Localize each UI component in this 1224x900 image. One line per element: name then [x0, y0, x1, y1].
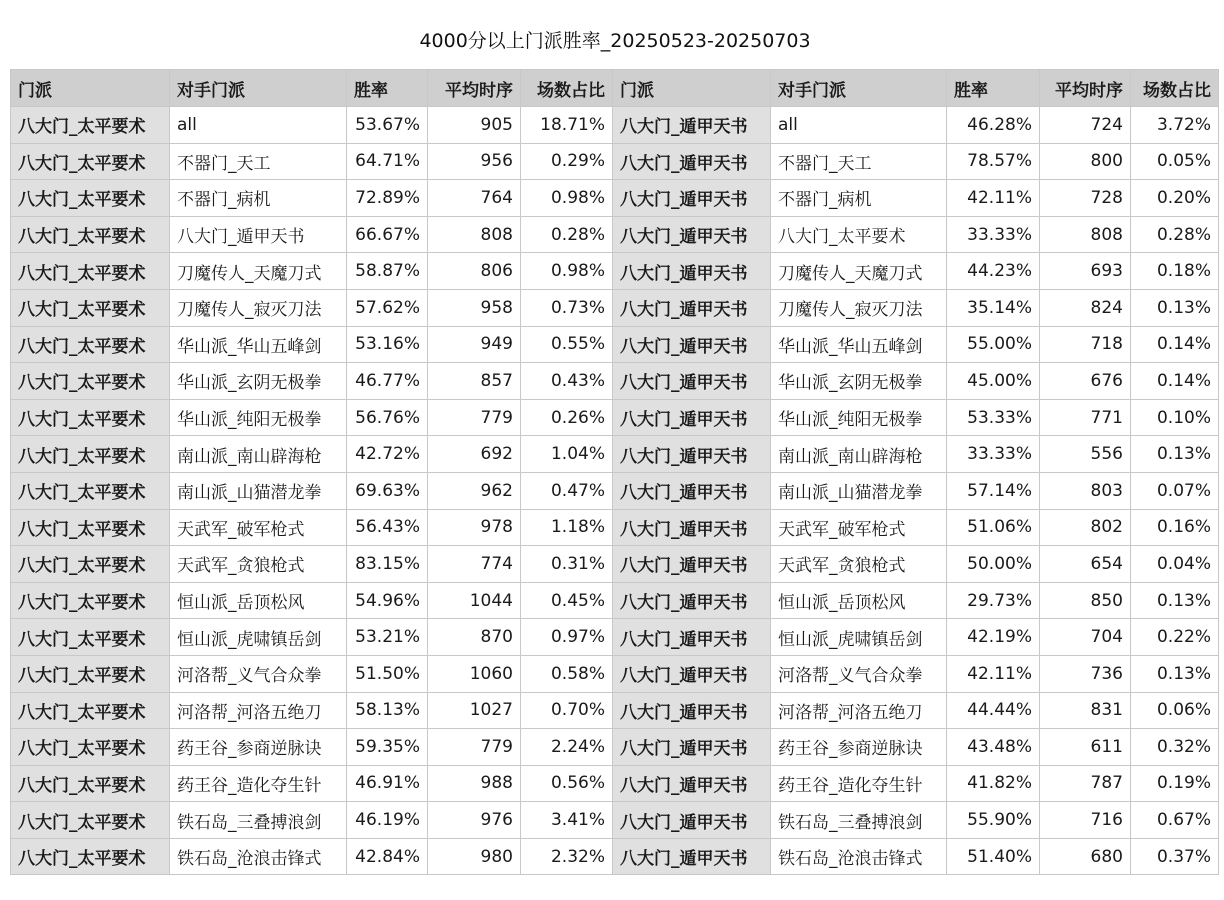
header-school[interactable]: 门派: [11, 70, 170, 107]
avg-time-cell-right[interactable]: 787: [1040, 765, 1131, 802]
opponent-cell[interactable]: all: [170, 107, 347, 144]
win-rate-cell-right[interactable]: 43.48%: [947, 729, 1040, 766]
header-win-rate-right[interactable]: 胜率: [947, 70, 1040, 107]
school-cell[interactable]: 八大门_太平要术: [11, 253, 170, 290]
table-row: [11, 107, 1219, 144]
header-match-share-right[interactable]: 场数占比: [1131, 70, 1219, 107]
win-rate-cell[interactable]: 69.63%: [347, 472, 428, 509]
school-cell-right[interactable]: 八大门_遁甲天书: [613, 107, 771, 144]
school-cell[interactable]: 八大门_太平要术: [11, 619, 170, 656]
win-rate-cell[interactable]: 53.67%: [347, 107, 428, 144]
match-share-cell-right[interactable]: 0.07%: [1131, 472, 1219, 509]
match-share-cell-right[interactable]: 0.13%: [1131, 582, 1219, 619]
school-cell-right[interactable]: 八大门_遁甲天书: [613, 729, 771, 766]
avg-time-cell[interactable]: 1044: [428, 582, 521, 619]
win-rate-cell[interactable]: 59.35%: [347, 729, 428, 766]
header-opponent[interactable]: 对手门派: [170, 70, 347, 107]
opponent-cell[interactable]: 天武军_贪狼枪式: [170, 546, 347, 583]
win-rate-cell[interactable]: 56.43%: [347, 509, 428, 546]
avg-time-cell-right[interactable]: 771: [1040, 399, 1131, 436]
opponent-cell-right[interactable]: 天武军_贪狼枪式: [771, 546, 947, 583]
avg-time-cell-right[interactable]: 556: [1040, 436, 1131, 473]
opponent-cell[interactable]: 不器门_天工: [170, 143, 347, 180]
match-share-cell-right[interactable]: 0.18%: [1131, 253, 1219, 290]
match-share-cell-right[interactable]: 0.22%: [1131, 619, 1219, 656]
avg-time-cell[interactable]: 779: [428, 729, 521, 766]
avg-time-cell-right[interactable]: 802: [1040, 509, 1131, 546]
win-rate-cell-right[interactable]: 53.33%: [947, 399, 1040, 436]
opponent-cell-right[interactable]: 药王谷_参商逆脉诀: [771, 729, 947, 766]
win-rate-cell[interactable]: 42.84%: [347, 838, 428, 875]
match-share-cell-right[interactable]: 0.67%: [1131, 802, 1219, 839]
avg-time-cell-right[interactable]: 716: [1040, 802, 1131, 839]
avg-time-cell-right[interactable]: 728: [1040, 180, 1131, 217]
avg-time-cell[interactable]: 1060: [428, 655, 521, 692]
opponent-cell-right[interactable]: 不器门_天工: [771, 143, 947, 180]
school-cell[interactable]: 八大门_太平要术: [11, 509, 170, 546]
table-row: [11, 765, 1219, 802]
win-rate-cell[interactable]: 58.13%: [347, 692, 428, 729]
match-share-cell-right[interactable]: 0.16%: [1131, 509, 1219, 546]
school-cell-right[interactable]: 八大门_遁甲天书: [613, 436, 771, 473]
win-rate-cell-right[interactable]: 78.57%: [947, 143, 1040, 180]
avg-time-cell[interactable]: 779: [428, 399, 521, 436]
table-row: [11, 472, 1219, 509]
avg-time-cell[interactable]: 692: [428, 436, 521, 473]
win-rate-cell[interactable]: 56.76%: [347, 399, 428, 436]
opponent-cell[interactable]: 铁石岛_沧浪击锋式: [170, 838, 347, 875]
opponent-cell-right[interactable]: 华山派_纯阳无极拳: [771, 399, 947, 436]
win-rate-cell-right[interactable]: 41.82%: [947, 765, 1040, 802]
win-rate-cell-right[interactable]: 33.33%: [947, 436, 1040, 473]
win-rate-cell-right[interactable]: 57.14%: [947, 472, 1040, 509]
school-cell[interactable]: 八大门_太平要术: [11, 582, 170, 619]
match-share-cell-right[interactable]: 0.05%: [1131, 143, 1219, 180]
school-cell-right[interactable]: 八大门_遁甲天书: [613, 143, 771, 180]
school-cell[interactable]: 八大门_太平要术: [11, 802, 170, 839]
win-rate-cell[interactable]: 64.71%: [347, 143, 428, 180]
opponent-cell-right[interactable]: 刀魔传人_寂灭刀法: [771, 289, 947, 326]
match-share-cell[interactable]: 2.32%: [521, 838, 613, 875]
match-share-cell[interactable]: 3.41%: [521, 802, 613, 839]
win-rate-cell[interactable]: 57.62%: [347, 289, 428, 326]
school-cell[interactable]: 八大门_太平要术: [11, 655, 170, 692]
header-avg-time-right[interactable]: 平均时序: [1040, 70, 1131, 107]
match-share-cell[interactable]: 0.43%: [521, 363, 613, 400]
opponent-cell-right[interactable]: 铁石岛_三叠搏浪剑: [771, 802, 947, 839]
table-row: [11, 509, 1219, 546]
school-cell-right[interactable]: 八大门_遁甲天书: [613, 253, 771, 290]
opponent-cell-right[interactable]: all: [771, 107, 947, 144]
win-rate-cell[interactable]: 72.89%: [347, 180, 428, 217]
avg-time-cell-right[interactable]: 724: [1040, 107, 1131, 144]
match-share-cell[interactable]: 0.73%: [521, 289, 613, 326]
win-rate-cell-right[interactable]: 42.19%: [947, 619, 1040, 656]
win-rate-cell-right[interactable]: 55.00%: [947, 326, 1040, 363]
school-cell[interactable]: 八大门_太平要术: [11, 143, 170, 180]
table-row: [11, 838, 1219, 875]
opponent-cell[interactable]: 河洛帮_河洛五绝刀: [170, 692, 347, 729]
match-share-cell-right[interactable]: 0.20%: [1131, 180, 1219, 217]
table-row: [11, 692, 1219, 729]
avg-time-cell-right[interactable]: 611: [1040, 729, 1131, 766]
school-cell-right[interactable]: 八大门_遁甲天书: [613, 180, 771, 217]
opponent-cell-right[interactable]: 药王谷_造化夺生针: [771, 765, 947, 802]
opponent-cell[interactable]: 铁石岛_三叠搏浪剑: [170, 802, 347, 839]
win-rate-cell-right[interactable]: 44.23%: [947, 253, 1040, 290]
win-rate-cell-right[interactable]: 50.00%: [947, 546, 1040, 583]
school-cell[interactable]: 八大门_太平要术: [11, 216, 170, 253]
opponent-cell[interactable]: 刀魔传人_寂灭刀法: [170, 289, 347, 326]
school-cell[interactable]: 八大门_太平要术: [11, 692, 170, 729]
win-rate-cell[interactable]: 58.87%: [347, 253, 428, 290]
win-rate-cell-right[interactable]: 45.00%: [947, 363, 1040, 400]
avg-time-cell-right[interactable]: 803: [1040, 472, 1131, 509]
opponent-cell-right[interactable]: 恒山派_岳顶松风: [771, 582, 947, 619]
win-rate-cell-right[interactable]: 44.44%: [947, 692, 1040, 729]
table-row: [11, 399, 1219, 436]
table-row: [11, 143, 1219, 180]
opponent-cell-right[interactable]: 华山派_玄阴无极拳: [771, 363, 947, 400]
header-avg-time[interactable]: 平均时序: [428, 70, 521, 107]
opponent-cell-right[interactable]: 恒山派_虎啸镇岳剑: [771, 619, 947, 656]
avg-time-cell-right[interactable]: 736: [1040, 655, 1131, 692]
opponent-cell[interactable]: 南山派_南山辟海枪: [170, 436, 347, 473]
school-cell[interactable]: 八大门_太平要术: [11, 436, 170, 473]
school-cell-right[interactable]: 八大门_遁甲天书: [613, 765, 771, 802]
avg-time-cell-right[interactable]: 680: [1040, 838, 1131, 875]
win-rate-table: [10, 69, 1219, 875]
avg-time-cell-right[interactable]: 808: [1040, 216, 1131, 253]
table-row: [11, 582, 1219, 619]
win-rate-cell[interactable]: 66.67%: [347, 216, 428, 253]
header-match-share[interactable]: 场数占比: [521, 70, 613, 107]
table-row: [11, 729, 1219, 766]
win-rate-cell[interactable]: 53.16%: [347, 326, 428, 363]
match-share-cell-right[interactable]: 3.72%: [1131, 107, 1219, 144]
opponent-cell[interactable]: 华山派_华山五峰剑: [170, 326, 347, 363]
match-share-cell-right[interactable]: 0.10%: [1131, 399, 1219, 436]
match-share-cell[interactable]: 0.98%: [521, 180, 613, 217]
avg-time-cell[interactable]: 978: [428, 509, 521, 546]
avg-time-cell[interactable]: 956: [428, 143, 521, 180]
opponent-cell[interactable]: 华山派_玄阴无极拳: [170, 363, 347, 400]
match-share-cell[interactable]: 0.47%: [521, 472, 613, 509]
table-row: [11, 619, 1219, 656]
win-rate-cell-right[interactable]: 55.90%: [947, 802, 1040, 839]
school-cell-right[interactable]: 八大门_遁甲天书: [613, 399, 771, 436]
match-share-cell-right[interactable]: 0.14%: [1131, 363, 1219, 400]
match-share-cell-right[interactable]: 0.04%: [1131, 546, 1219, 583]
win-rate-cell[interactable]: 46.19%: [347, 802, 428, 839]
win-rate-cell-right[interactable]: 51.40%: [947, 838, 1040, 875]
win-rate-cell[interactable]: 54.96%: [347, 582, 428, 619]
table-row: [11, 802, 1219, 839]
school-cell[interactable]: 八大门_太平要术: [11, 289, 170, 326]
school-cell-right[interactable]: 八大门_遁甲天书: [613, 546, 771, 583]
header-win-rate[interactable]: 胜率: [347, 70, 428, 107]
win-rate-cell[interactable]: 83.15%: [347, 546, 428, 583]
win-rate-cell-right[interactable]: 51.06%: [947, 509, 1040, 546]
opponent-cell-right[interactable]: 不器门_病机: [771, 180, 947, 217]
match-share-cell[interactable]: 0.56%: [521, 765, 613, 802]
avg-time-cell-right[interactable]: 654: [1040, 546, 1131, 583]
table-row: [11, 253, 1219, 290]
avg-time-cell[interactable]: 949: [428, 326, 521, 363]
avg-time-cell[interactable]: 958: [428, 289, 521, 326]
win-rate-cell-right[interactable]: 46.28%: [947, 107, 1040, 144]
avg-time-cell-right[interactable]: 718: [1040, 326, 1131, 363]
match-share-cell[interactable]: 18.71%: [521, 107, 613, 144]
win-rate-cell-right[interactable]: 33.33%: [947, 216, 1040, 253]
table-row: [11, 180, 1219, 217]
avg-time-cell[interactable]: 857: [428, 363, 521, 400]
match-share-cell-right[interactable]: 0.28%: [1131, 216, 1219, 253]
avg-time-cell-right[interactable]: 800: [1040, 143, 1131, 180]
school-cell-right[interactable]: 八大门_遁甲天书: [613, 582, 771, 619]
table-row: [11, 326, 1219, 363]
page-title: 4000分以上门派胜率_20250523-20250703: [419, 30, 811, 52]
opponent-cell[interactable]: 华山派_纯阳无极拳: [170, 399, 347, 436]
match-share-cell-right[interactable]: 0.19%: [1131, 765, 1219, 802]
match-share-cell[interactable]: 0.97%: [521, 619, 613, 656]
opponent-cell[interactable]: 刀魔传人_天魔刀式: [170, 253, 347, 290]
avg-time-cell[interactable]: 774: [428, 546, 521, 583]
avg-time-cell-right[interactable]: 704: [1040, 619, 1131, 656]
avg-time-cell[interactable]: 980: [428, 838, 521, 875]
match-share-cell-right[interactable]: 0.13%: [1131, 436, 1219, 473]
match-share-cell[interactable]: 0.28%: [521, 216, 613, 253]
avg-time-cell-right[interactable]: 824: [1040, 289, 1131, 326]
avg-time-cell[interactable]: 764: [428, 180, 521, 217]
avg-time-cell[interactable]: 808: [428, 216, 521, 253]
win-rate-cell[interactable]: 42.72%: [347, 436, 428, 473]
school-cell-right[interactable]: 八大门_遁甲天书: [613, 692, 771, 729]
table-row: [11, 655, 1219, 692]
opponent-cell-right[interactable]: 南山派_南山辟海枪: [771, 436, 947, 473]
win-rate-cell-right[interactable]: 35.14%: [947, 289, 1040, 326]
table-row: [11, 436, 1219, 473]
table-body: [11, 107, 1219, 875]
win-rate-cell-right[interactable]: 42.11%: [947, 180, 1040, 217]
match-share-cell[interactable]: 0.55%: [521, 326, 613, 363]
school-cell-right[interactable]: 八大门_遁甲天书: [613, 509, 771, 546]
match-share-cell[interactable]: 0.70%: [521, 692, 613, 729]
school-cell-right[interactable]: 八大门_遁甲天书: [613, 472, 771, 509]
avg-time-cell-right[interactable]: 831: [1040, 692, 1131, 729]
table-header-row: [11, 70, 1219, 107]
school-cell[interactable]: 八大门_太平要术: [11, 546, 170, 583]
win-rate-cell[interactable]: 53.21%: [347, 619, 428, 656]
match-share-cell-right[interactable]: 0.37%: [1131, 838, 1219, 875]
match-share-cell-right[interactable]: 0.13%: [1131, 289, 1219, 326]
school-cell-right[interactable]: 八大门_遁甲天书: [613, 326, 771, 363]
match-share-cell-right[interactable]: 0.06%: [1131, 692, 1219, 729]
school-cell-right[interactable]: 八大门_遁甲天书: [613, 838, 771, 875]
header-opponent-right[interactable]: 对手门派: [771, 70, 947, 107]
match-share-cell-right[interactable]: 0.13%: [1131, 655, 1219, 692]
school-cell[interactable]: 八大门_太平要术: [11, 363, 170, 400]
opponent-cell[interactable]: 恒山派_虎啸镇岳剑: [170, 619, 347, 656]
opponent-cell[interactable]: 天武军_破军枪式: [170, 509, 347, 546]
school-cell-right[interactable]: 八大门_遁甲天书: [613, 655, 771, 692]
avg-time-cell[interactable]: 870: [428, 619, 521, 656]
header-school-right[interactable]: 门派: [613, 70, 771, 107]
opponent-cell-right[interactable]: 河洛帮_义气合众拳: [771, 655, 947, 692]
table-row: [11, 216, 1219, 253]
school-cell[interactable]: 八大门_太平要术: [11, 838, 170, 875]
table-row: [11, 546, 1219, 583]
opponent-cell[interactable]: 恒山派_岳顶松风: [170, 582, 347, 619]
match-share-cell[interactable]: 0.31%: [521, 546, 613, 583]
opponent-cell-right[interactable]: 八大门_太平要术: [771, 216, 947, 253]
win-rate-cell[interactable]: 51.50%: [347, 655, 428, 692]
school-cell-right[interactable]: 八大门_遁甲天书: [613, 619, 771, 656]
school-cell[interactable]: 八大门_太平要术: [11, 765, 170, 802]
opponent-cell[interactable]: 药王谷_造化夺生针: [170, 765, 347, 802]
school-cell[interactable]: 八大门_太平要术: [11, 107, 170, 144]
match-share-cell-right[interactable]: 0.32%: [1131, 729, 1219, 766]
avg-time-cell[interactable]: 905: [428, 107, 521, 144]
opponent-cell[interactable]: 南山派_山猫潜龙拳: [170, 472, 347, 509]
match-share-cell[interactable]: 2.24%: [521, 729, 613, 766]
school-cell[interactable]: 八大门_太平要术: [11, 399, 170, 436]
match-share-cell[interactable]: 0.45%: [521, 582, 613, 619]
avg-time-cell-right[interactable]: 850: [1040, 582, 1131, 619]
school-cell[interactable]: 八大门_太平要术: [11, 729, 170, 766]
match-share-cell[interactable]: 1.18%: [521, 509, 613, 546]
opponent-cell-right[interactable]: 南山派_山猫潜龙拳: [771, 472, 947, 509]
table-row: [11, 289, 1219, 326]
school-cell-right[interactable]: 八大门_遁甲天书: [613, 289, 771, 326]
opponent-cell-right[interactable]: 天武军_破军枪式: [771, 509, 947, 546]
opponent-cell[interactable]: 药王谷_参商逆脉诀: [170, 729, 347, 766]
school-cell-right[interactable]: 八大门_遁甲天书: [613, 216, 771, 253]
avg-time-cell[interactable]: 1027: [428, 692, 521, 729]
table-row: [11, 363, 1219, 400]
avg-time-cell-right[interactable]: 693: [1040, 253, 1131, 290]
school-cell[interactable]: 八大门_太平要术: [11, 180, 170, 217]
win-rate-cell[interactable]: 46.77%: [347, 363, 428, 400]
match-share-cell[interactable]: 0.26%: [521, 399, 613, 436]
opponent-cell-right[interactable]: 河洛帮_河洛五绝刀: [771, 692, 947, 729]
school-cell[interactable]: 八大门_太平要术: [11, 326, 170, 363]
match-share-cell[interactable]: 0.58%: [521, 655, 613, 692]
match-share-cell[interactable]: 1.04%: [521, 436, 613, 473]
match-share-cell[interactable]: 0.98%: [521, 253, 613, 290]
school-cell[interactable]: 八大门_太平要术: [11, 472, 170, 509]
opponent-cell-right[interactable]: 刀魔传人_天魔刀式: [771, 253, 947, 290]
school-cell-right[interactable]: 八大门_遁甲天书: [613, 802, 771, 839]
win-rate-cell-right[interactable]: 42.11%: [947, 655, 1040, 692]
opponent-cell[interactable]: 河洛帮_义气合众拳: [170, 655, 347, 692]
avg-time-cell[interactable]: 988: [428, 765, 521, 802]
opponent-cell-right[interactable]: 华山派_华山五峰剑: [771, 326, 947, 363]
match-share-cell-right[interactable]: 0.14%: [1131, 326, 1219, 363]
opponent-cell-right[interactable]: 铁石岛_沧浪击锋式: [771, 838, 947, 875]
opponent-cell[interactable]: 不器门_病机: [170, 180, 347, 217]
school-cell-right[interactable]: 八大门_遁甲天书: [613, 363, 771, 400]
avg-time-cell-right[interactable]: 676: [1040, 363, 1131, 400]
win-rate-cell-right[interactable]: 29.73%: [947, 582, 1040, 619]
opponent-cell[interactable]: 八大门_遁甲天书: [170, 216, 347, 253]
avg-time-cell[interactable]: 806: [428, 253, 521, 290]
match-share-cell[interactable]: 0.29%: [521, 143, 613, 180]
avg-time-cell[interactable]: 976: [428, 802, 521, 839]
avg-time-cell[interactable]: 962: [428, 472, 521, 509]
win-rate-cell[interactable]: 46.91%: [347, 765, 428, 802]
